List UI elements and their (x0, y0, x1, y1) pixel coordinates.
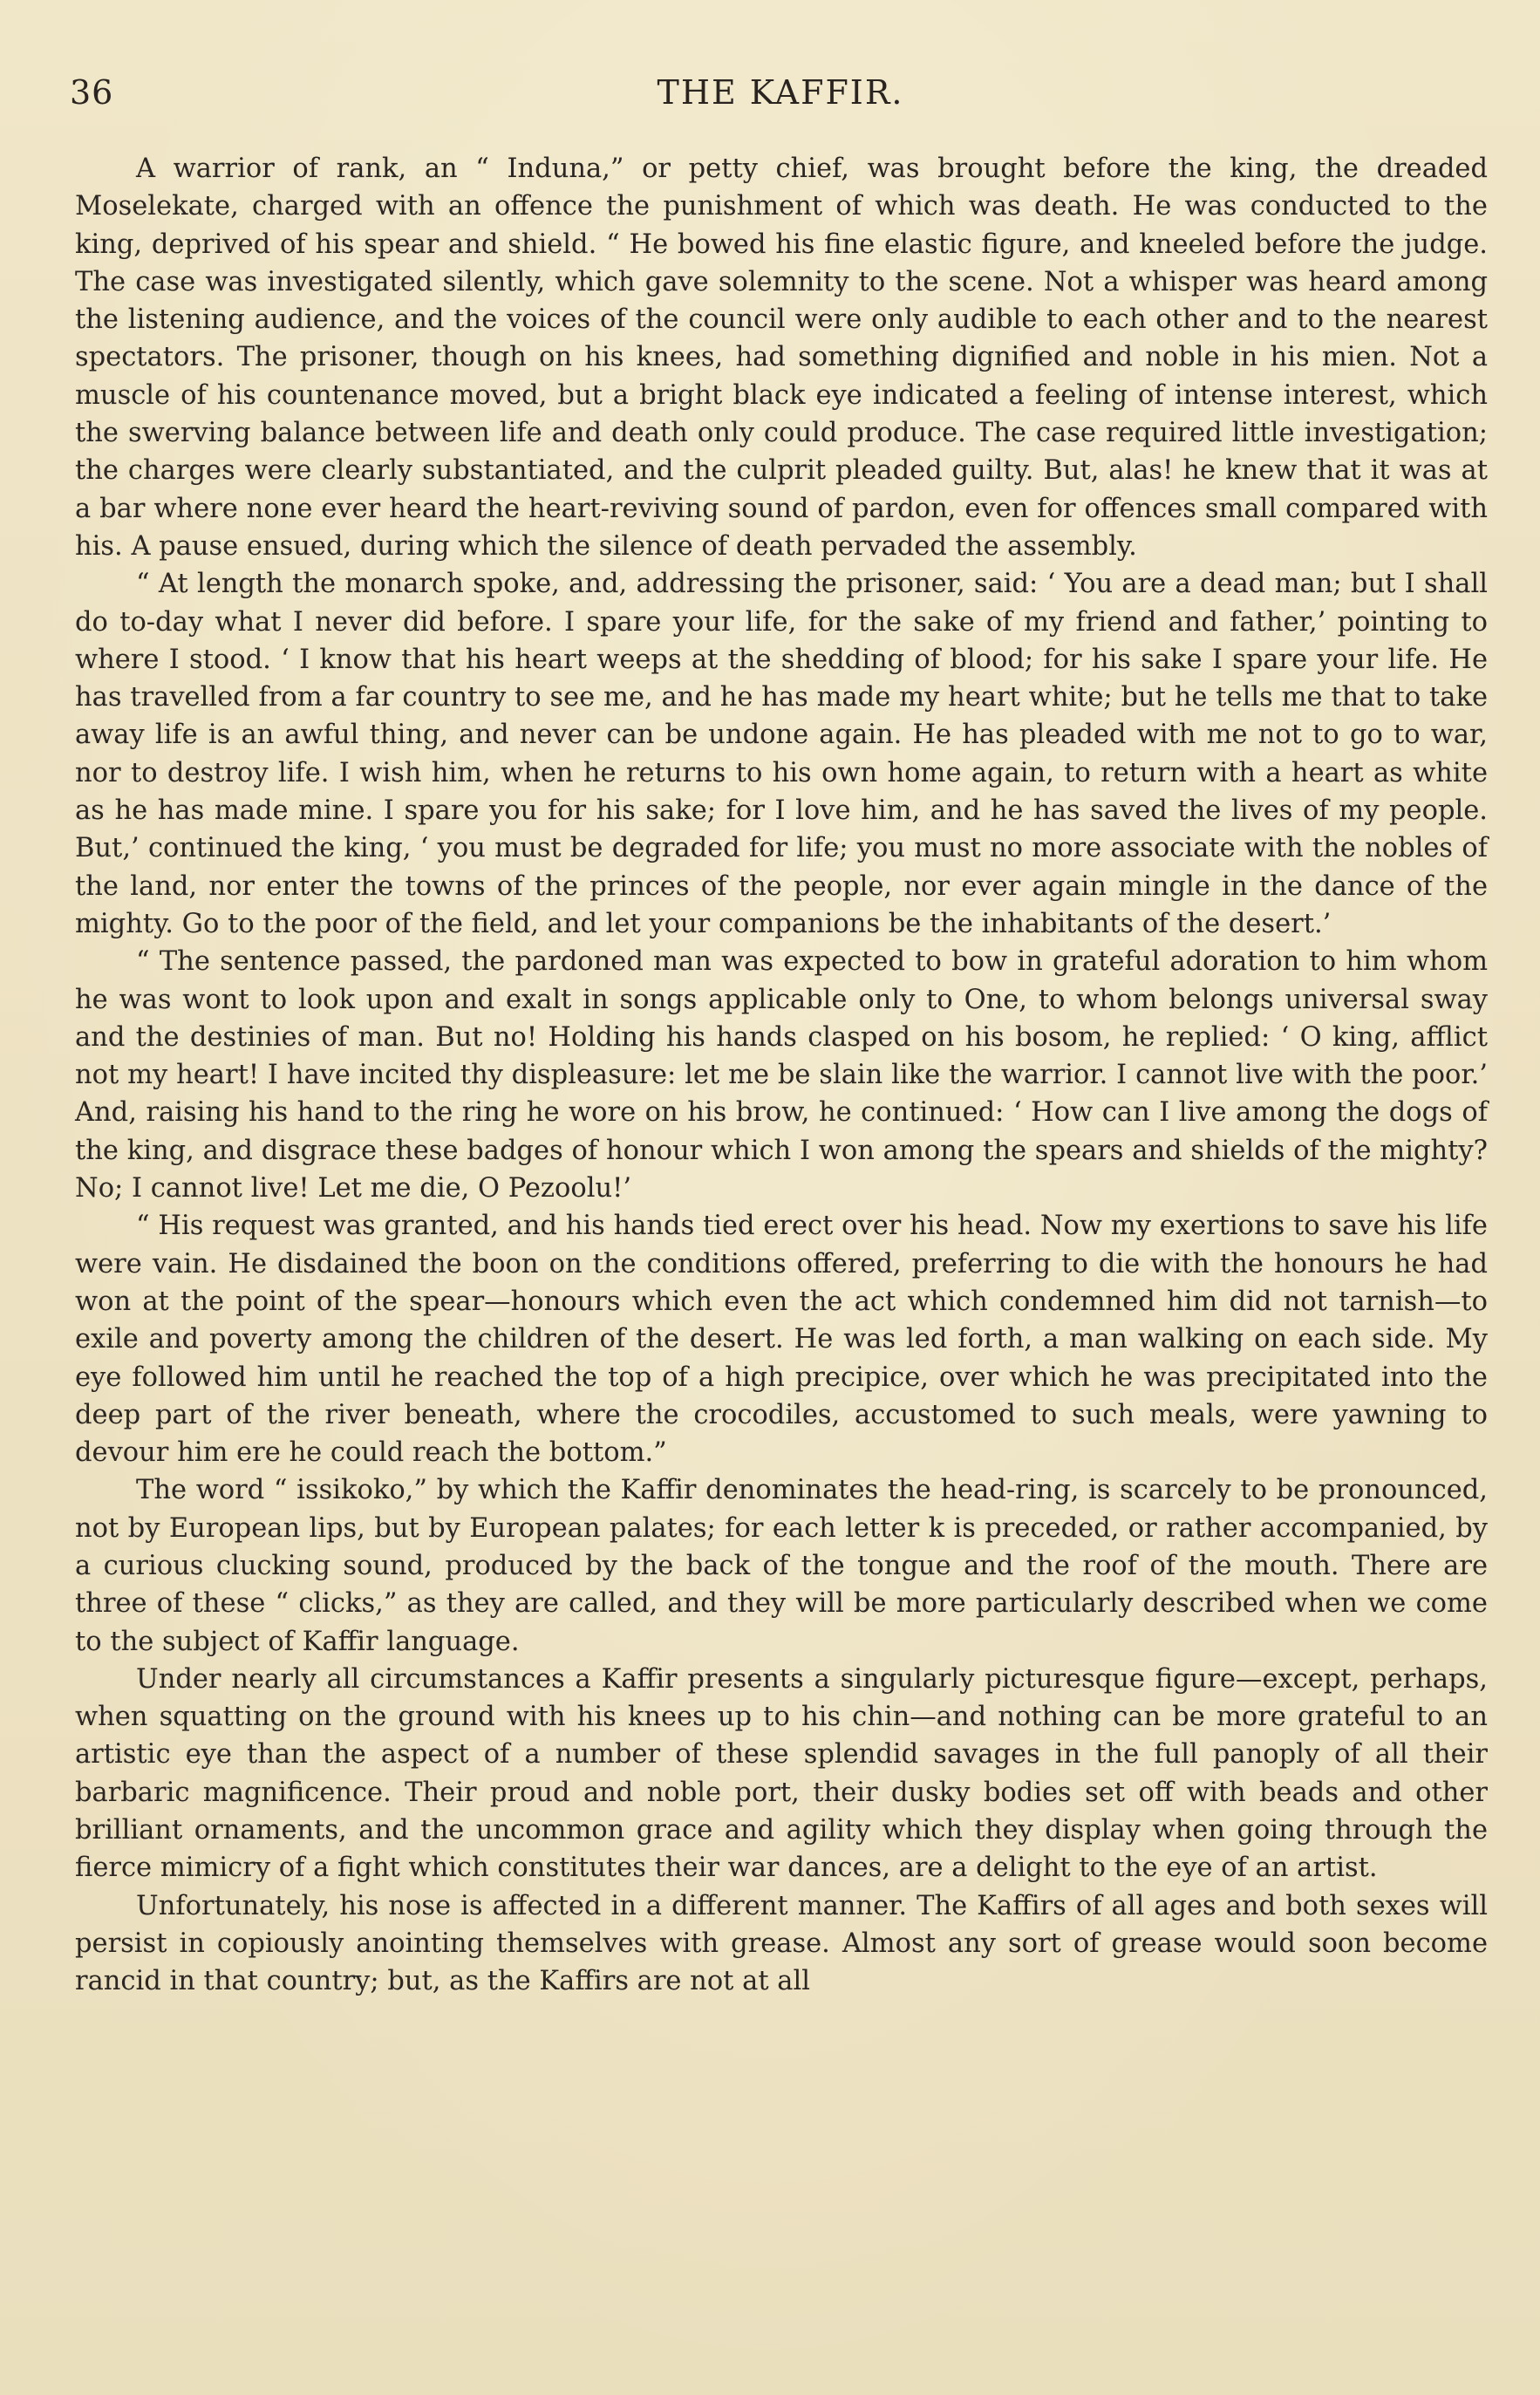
page-number: 36 (70, 73, 114, 112)
paragraph: The word “ issikoko,” by which the Kaffir denominates the head-ring, is scarcely to be pronounced, not by European lips, but by European palates; for each letter k is preceded, or rather accompanied, by a curious clucking sound, produced by the back of the tongue and the roof of the mouth. There are three of these “ clicks,” as they are called, and they will be more particularly described when we come to the subject of Kaffir language. (75, 1475, 1488, 1657)
paragraph: “ The sentence passed, the pardoned man was expected to bow in grateful adoration to him whom he was wont to look upon and exalt in songs applicable only to One, to whom belongs universal sway and the destinies of man. But no! Holding his hands clasped on his bosom, he replied: ‘ O king, afflict not my heart! I have incited thy displeasure: let me be slain like the warrior. I cannot live with the poor.’ And, raising his hand to the ring he wore on his brow, he continued: ‘ How can I live among the dogs of the king, and disgrace these badges of honour which I won among the spears and shields of the mighty? No; I cannot live! Let me die, O Pezoolu!’ (75, 946, 1488, 1204)
paragraph: “ His request was granted, and his hands tied erect over his head. Now my exertions to save his life were vain. He disdained the boon on the conditions offered, preferring to die with the honours he had won at the point of the spear—honours which even the act which condemned him did not tarnish—to exile and poverty among the children of the desert. He was led forth, a man walking on each side. My eye followed him until he reached the top of a high precipice, over which he was precipitated into the deep part of the river beneath, where the crocodiles, accustomed to such meals, were yawning to devour him ere he could reach the bottom.” (75, 1211, 1488, 1469)
paragraph: “ At length the monarch spoke, and, addressing the prisoner, said: ‘ You are a dead man; but I shall do to-day what I never did before. I spare your life, for the sake of my friend and father,’ pointing to where I stood. ‘ I know that his heart weeps at the shedding of blood; for his sake I spare your life. He has travelled from a far country to see me, and he has made my heart white; but he tells me that to take away life is an awful thing, and never can be undone again. He has pleaded with me not to go to war, nor to destroy life. I wish him, when he returns to his own home again, to return with a heart as white as he has made mine. I spare you for his sake; for I love him, and he has saved the lives of my people. But,’ continued the king, ‘ you must be degraded for life; you must no more associate with the nobles of the land, nor enter the towns of the princes of the people, nor ever again mingle in the dance of the mighty. Go to the poor of the field, and let your companions be the inhabitants of the desert.’ (75, 569, 1488, 939)
page-header (70, 73, 1491, 126)
paragraph: Unfortunately, his nose is affected in a different manner. The Kaffirs of all ages and both sexes will persist in copiously anointing themselves with grease. Almost any sort of grease would soon become rancid in that country; but, as the Kaffirs are not at all (75, 1890, 1488, 1997)
paragraph: A warrior of rank, an “ Induna,” or petty chief, was brought before the king, the dreaded Moselekate, charged with an offence the punishment of which was death. He was conducted to the king, deprived of his spear and shield. “ He bowed his fine elastic figure, and kneeled before the judge. The case was investigated silently, which gave solemnity to the scene. Not a whisper was heard among the listening audience, and the voices of the council were only audible to each other and to the nearest spectators. The prisoner, though on his knees, had something dignified and noble in his mien. Not a muscle of his countenance moved, but a bright black eye indicated a feeling of intense interest, which the swerving balance between life and death only could produce. The case required little investigation; the charges were clearly substantiated, and the culprit pleaded guilty. But, alas! he knew that it was at a bar where none ever heard the heart-reviving sound of pardon, even for offences small compared with his. A pause ensued, during which the silence of death pervaded the assembly. (75, 154, 1488, 562)
body-text (75, 150, 1488, 2001)
running-head: THE KAFFIR. (657, 73, 904, 112)
paragraph: Under nearly all circumstances a Kaffir presents a singularly picturesque figure—except, perhaps, when squatting on the ground with his knees up to his chin—and nothing can be more grateful to an artistic eye than the aspect of a number of these splendid savages in the full panoply of all their barbaric magnificence. Their proud and noble port, their dusky bodies set off with beads and other brilliant ornaments, and the uncommon grace and agility which they display when going through the fierce mimicry of a fight which constitutes their war dances, are a delight to the eye of an artist. (75, 1663, 1488, 1884)
